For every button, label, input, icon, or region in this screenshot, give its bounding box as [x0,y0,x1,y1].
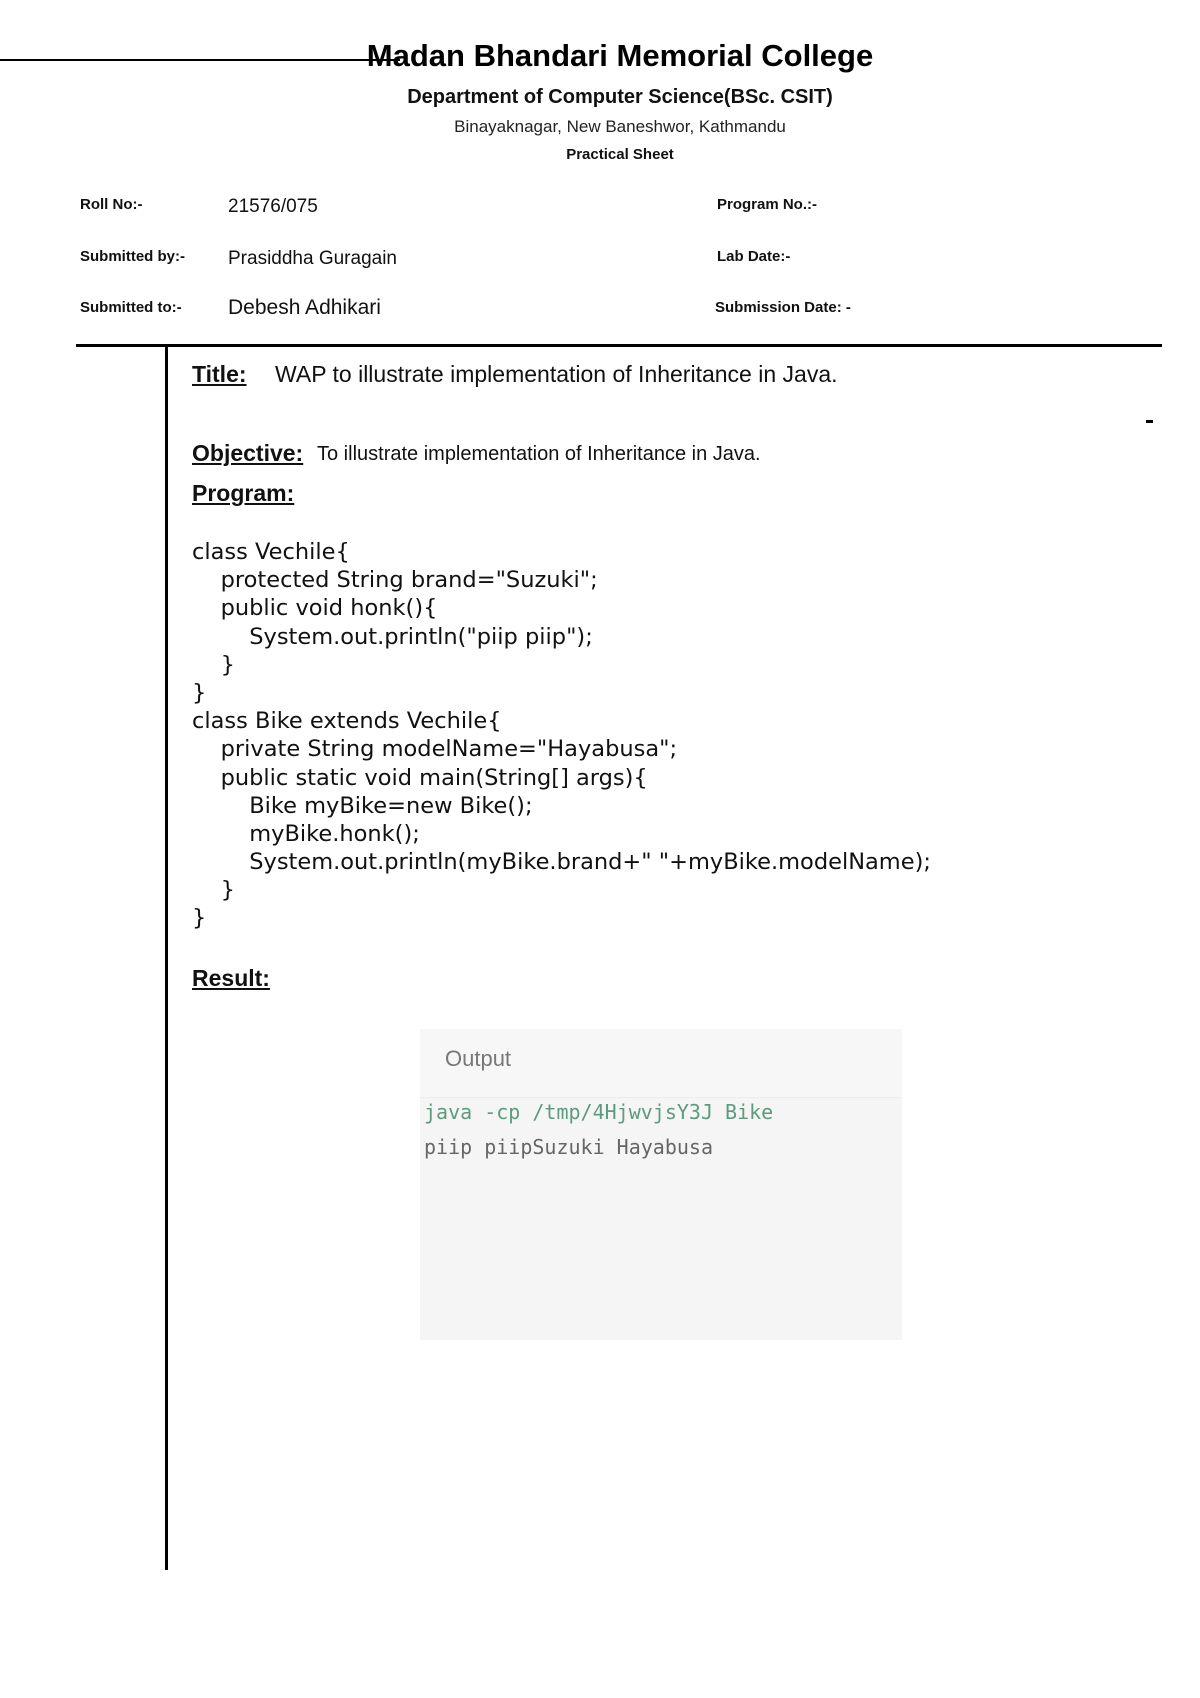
code-line: } [192,651,235,678]
output-header [420,1029,902,1098]
department-name: Department of Computer Science(BSc. CSIT) [407,86,833,108]
stray-dash-mark [1146,420,1153,423]
submitted-to-label: Submitted to:- [80,299,182,316]
submitted-by-label: Submitted by:- [80,248,185,265]
code-line: protected String brand="Suzuki"; [192,567,598,594]
code-line: public static void main(String[] args){ [192,764,648,791]
objective-label: Objective: [192,440,304,466]
code-line: } [192,877,235,904]
code-line: myBike.honk(); [192,820,420,847]
submitted-by-value: Prasiddha Guragain [228,248,397,269]
output-title: Output [445,1046,512,1071]
result-label: Result: [192,965,270,991]
output-result: piip piipSuzuki Hayabusa [424,1135,713,1159]
code-line: public void honk(){ [192,595,438,622]
code-line: private String modelName="Hayabusa"; [192,736,678,763]
roll-no-value: 21576/075 [228,196,318,217]
header-divider [76,344,1162,347]
code-line: System.out.println(myBike.brand+" "+myBike.modelName); [192,849,931,876]
lab-date-label: Lab Date:- [717,248,791,265]
college-name: Madan Bhandari Memorial College [366,38,874,73]
code-line: class Vechile{ [192,539,350,565]
college-address: Binayaknagar, New Baneshwor, Kathmandu [454,117,786,136]
code-line: class Bike extends Vechile{ [192,708,502,735]
submitted-to-value: Debesh Adhikari [228,296,381,319]
practical-sheet-label: Practical Sheet [566,146,674,163]
margin-line [165,346,168,1570]
title-text: WAP to illustrate implementation of Inheritance in Java. [275,361,838,387]
roll-no-label: Roll No:- [80,196,143,213]
output-command: java -cp /tmp/4HjwvjsY3J Bike [424,1100,774,1124]
title-label: Title: [192,361,247,387]
program-no-label: Program No.:- [717,196,818,213]
output-screenshot [420,1029,902,1340]
code-line: } [192,905,207,932]
code-line: Bike myBike=new Bike(); [192,792,533,819]
program-code [192,538,931,933]
code-line: System.out.println("piip piip"); [192,623,593,650]
program-label: Program: [192,480,295,506]
submission-date-label: Submission Date: - [715,299,851,316]
objective-text: To illustrate implementation of Inheritance in Java. [317,443,761,465]
code-line: } [192,679,207,706]
